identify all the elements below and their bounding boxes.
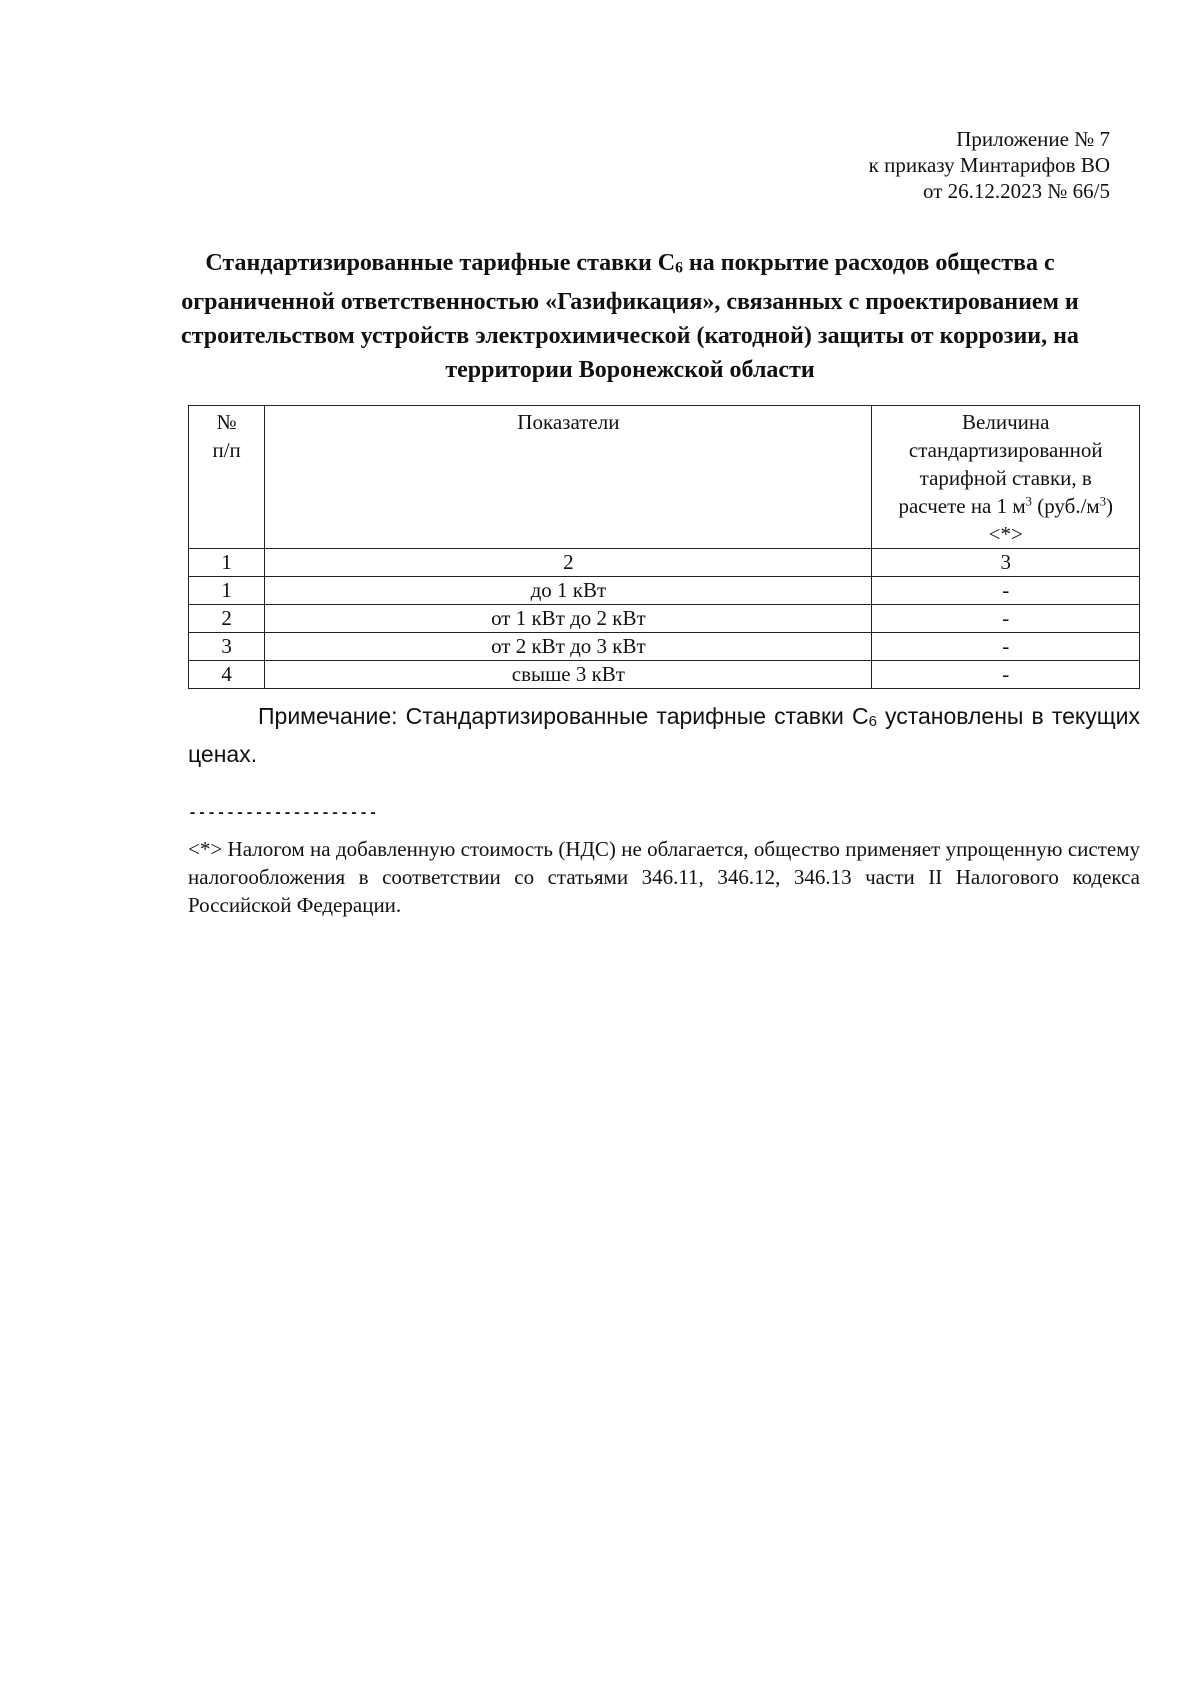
header-superscript: 3 (1099, 494, 1107, 509)
row-value: - (872, 605, 1140, 633)
row-indicator: от 1 кВт до 2 кВт (265, 605, 872, 633)
tariff-table (188, 405, 1140, 689)
header-value-text: расчете на 1 м (898, 494, 1026, 518)
table-row (189, 661, 1140, 689)
header-value-line: стандартизированной (908, 438, 1103, 462)
row-value: - (872, 577, 1140, 605)
order-reference: к приказу Минтарифов ВО (868, 153, 1110, 177)
note-subscript: 6 (868, 713, 877, 731)
title-text-end: на покрытие расходов общества с ограниченной ответственностью «Газификация», связанных с проектированием и строительством устройств электрохимической (катодной) защиты от коррозии, на территории Воронежской области (181, 250, 1079, 384)
appendix-header (869, 126, 1110, 204)
column-number: 3 (872, 549, 1140, 577)
note-text-start: Примечание: Стандартизированные тарифные ставки С (258, 703, 869, 729)
row-value: - (872, 661, 1140, 689)
table-header-row (189, 406, 1140, 549)
document-title (170, 246, 1090, 387)
row-number: 1 (189, 577, 265, 605)
table-row (189, 605, 1140, 633)
row-number: 4 (189, 661, 265, 689)
footnote-text: <*> Налогом на добавленную стоимость (НДС) не облагается, общество применяет упрощенную систему налогообложения в соответствии со статьями 346.11, 346.12, 346.13 части II Налогового кодекса Российской Федерации. (188, 837, 1140, 917)
header-value (872, 406, 1140, 549)
header-value-line: тарифной ставки, в (919, 466, 1092, 490)
header-footnote-marker: <*> (988, 522, 1023, 546)
row-indicator: от 2 кВт до 3 кВт (265, 633, 872, 661)
title-subscript: 6 (675, 259, 683, 277)
order-date: от 26.12.2023 № 66/5 (922, 179, 1110, 203)
column-number: 2 (265, 549, 872, 577)
column-number-row (189, 549, 1140, 577)
note-text-end: установлены в текущих ценах. (188, 703, 1140, 768)
row-value: - (872, 633, 1140, 661)
header-value-line: Величина (962, 410, 1050, 434)
row-number: 2 (189, 605, 265, 633)
header-indicator: Показатели (265, 406, 872, 549)
row-indicator: свыше 3 кВт (265, 661, 872, 689)
note-paragraph (188, 700, 1140, 770)
header-value-text: (руб./м (1031, 494, 1100, 518)
header-value-line (878, 492, 1133, 520)
table-row (189, 577, 1140, 605)
row-number: 3 (189, 633, 265, 661)
row-indicator: до 1 кВт (265, 577, 872, 605)
header-value-text: ) (1106, 494, 1114, 518)
title-text-start: Стандартизированные тарифные ставки С (205, 250, 676, 276)
table-row (189, 633, 1140, 661)
column-number: 1 (189, 549, 265, 577)
appendix-number: Приложение № 7 (956, 127, 1110, 151)
header-superscript: 3 (1025, 494, 1032, 509)
footnote-separator: -------------------- (188, 805, 379, 822)
header-number (189, 406, 265, 549)
header-number-label: п/п (212, 438, 241, 462)
header-number-sign: № (216, 410, 237, 434)
